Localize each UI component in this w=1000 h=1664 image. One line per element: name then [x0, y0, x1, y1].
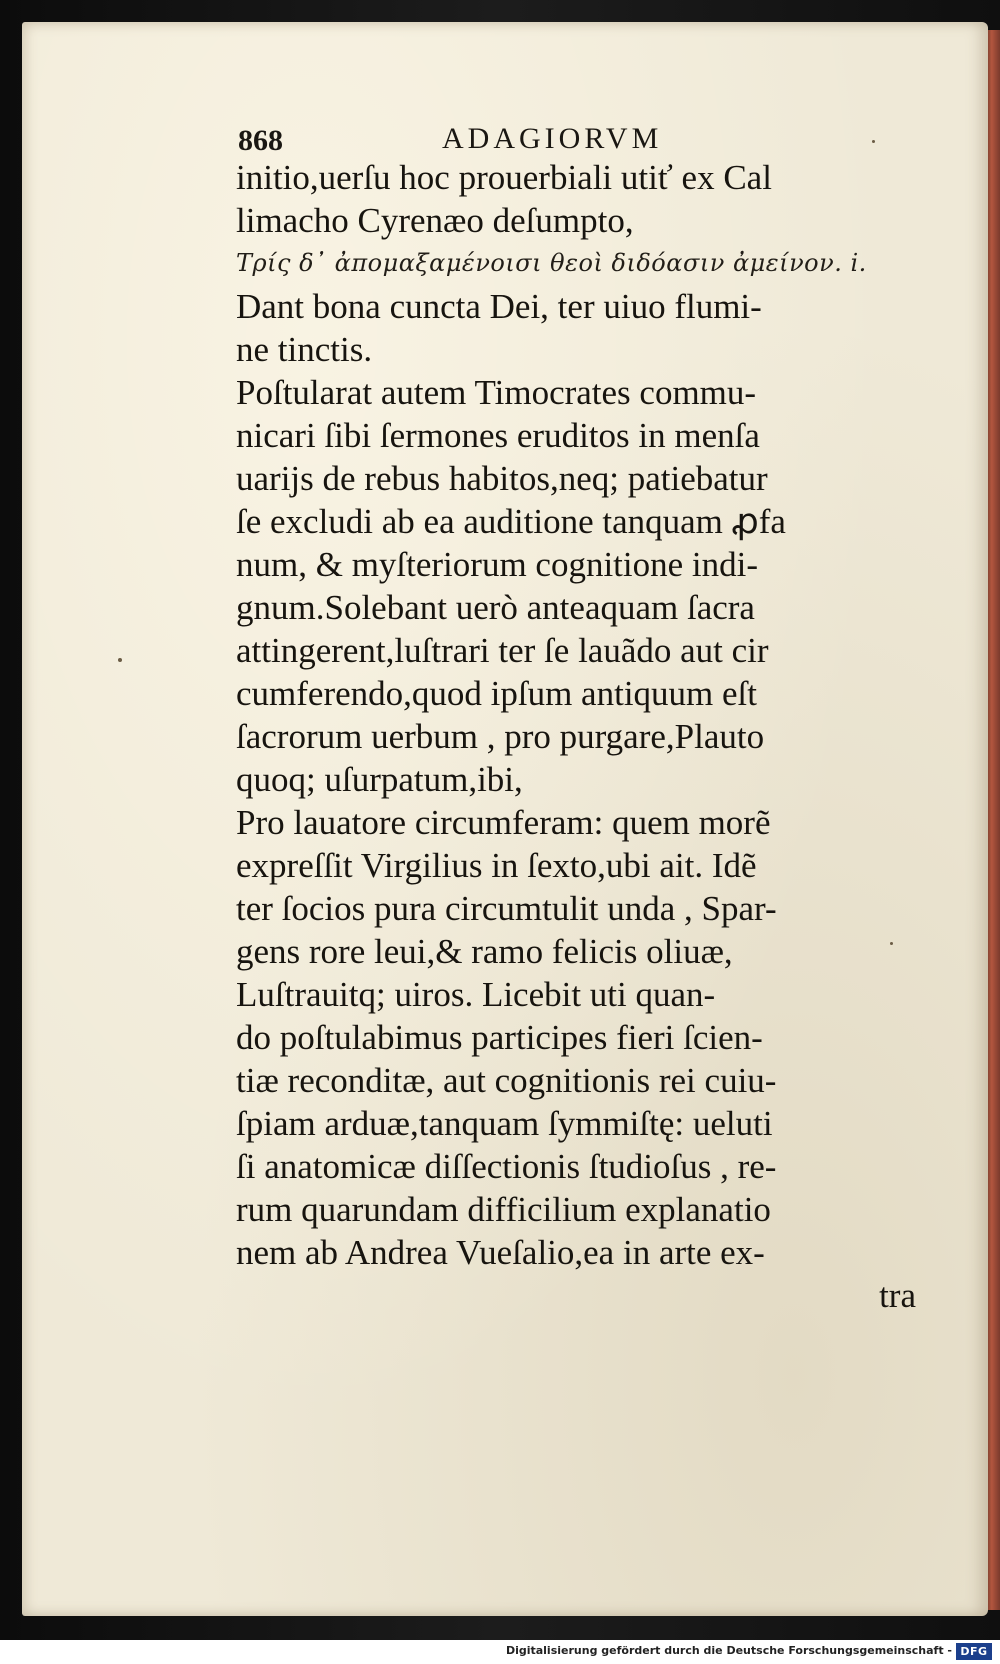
text-line: Dant bona cuncta Dei, ter uiuo flumi- — [236, 287, 762, 326]
text-line: do poſtulabimus participes fieri ſcien- — [236, 1018, 763, 1057]
paper-speck — [872, 140, 875, 143]
text-line: Poſtularat autem Timocrates commu- — [236, 373, 757, 412]
text-line: ſacrorum uerbum , pro purgare,Plauto — [236, 717, 765, 756]
funding-notice: Digitalisierung gefördert durch die Deutsche Forschungsgemeinschaft - — [505, 1644, 952, 1657]
greek-verse-line: Tρίς δ᾽ ἀπομαξαμένοισι θεοὶ διδόασιν ἀμείνον. i. — [236, 249, 867, 277]
text-line: limacho Cyrenæo deſumpto, — [236, 201, 634, 240]
book-edge — [986, 30, 1000, 1610]
text-line: Luſtrauitq; uiros. Licebit uti quan- — [236, 975, 716, 1014]
body-text — [236, 156, 916, 1317]
text-line: uarijs de rebus habitos,neq; patiebatur — [236, 459, 768, 498]
text-line: quoq; uſurpatum,ibi, — [236, 760, 523, 799]
text-line: attingerent,luſtrari ter ſe lauãdo aut cir — [236, 631, 769, 670]
dfg-logo-icon: DFG — [956, 1643, 992, 1660]
text-line: nem ab Andrea Vueſalio,ea in arte ex- — [236, 1233, 765, 1272]
catchword: tra — [879, 1276, 916, 1315]
running-head — [238, 118, 758, 158]
text-line: expreſſit Virgilius in ſexto,ubi ait. Idẽ — [236, 846, 757, 885]
text-line: ne tinctis. — [236, 330, 373, 369]
text-line: initio,uerſu hoc prouerbiali utiť ex Cal — [236, 158, 772, 197]
text-line: cumferendo,quod ipſum antiquum eſt — [236, 674, 758, 713]
running-head-title: ADAGIORVM — [442, 122, 663, 155]
text-line: gens rore leui,& ramo felicis oliuæ, — [236, 932, 733, 971]
text-line: ſi anatomicæ diſſectionis ſtudioſus , re- — [236, 1147, 777, 1186]
text-line: nicari ſibi ſermones eruditos in menſa — [236, 416, 760, 455]
text-line: Pro lauatore circumferam: quem morẽ — [236, 803, 771, 842]
text-line: tiæ reconditæ, aut cognitionis rei cuiu- — [236, 1061, 777, 1100]
footer-bar — [0, 1640, 1000, 1664]
text-line: gnum.Solebant uerò anteaquam ſacra — [236, 588, 755, 627]
paper-speck — [118, 658, 122, 662]
text-line: ſpiam arduæ,tanquam ſymmiſtę: ueluti — [236, 1104, 773, 1143]
page-number: 868 — [238, 124, 283, 157]
text-line: num, & myſteriorum cognitione indi- — [236, 545, 759, 584]
text-line: ter ſocios pura circumtulit unda , Spar- — [236, 889, 777, 928]
text-line: ſe excludi ab ea auditione tanquam ꝓfa — [236, 502, 786, 541]
text-line: rum quarundam difficilium explanatio — [236, 1190, 771, 1229]
